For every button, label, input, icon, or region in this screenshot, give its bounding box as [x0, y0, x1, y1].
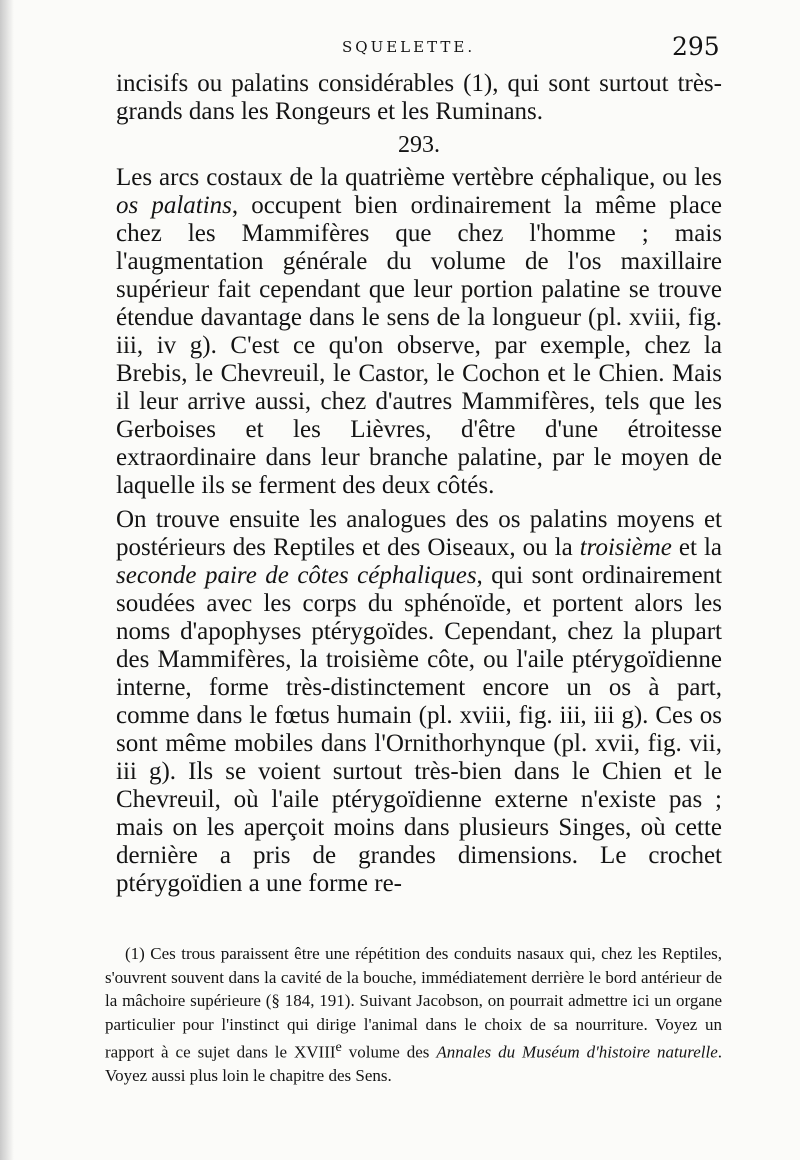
paragraph-text: Les arcs costaux de la quatrième vertèbre céphalique, ou les	[116, 164, 722, 191]
running-head-title: SQUELETTE.	[342, 38, 476, 56]
running-head	[0, 32, 800, 66]
page-number: 295	[672, 32, 720, 61]
paragraph-text: , qui sont ordinairement soudées avec les corps du sphénoïde, et portent alors les noms d'apophyses ptérygoïdes. Cependant, chez la plupart des Mammifères, la troisième côte, ou l'aile ptérygoïdienne interne, forme très-distinctement encore un os à part, comme dans le fœtus humain (pl. xviii, fig. iii, iii g). Ces os sont même mobiles dans l'Ornithorhynque (pl. xvii, fig. vii, iii g). Ils se voient surtout très-bien dans le Chien et le Chevreuil, où l'aile ptérygoïdienne externe n'existe pas ; mais on les aperçoit moins dans plusieurs Singes, où cette dernière a pris de grandes dimensions. Le crochet ptérygoïdien a une forme re-	[116, 562, 722, 897]
italic-term: seconde paire de côtes céphaliques	[116, 562, 477, 589]
paragraph-continued: incisifs ou palatins considérables (1), qui sont surtout très-grands dans les Rongeurs et les Ruminans.	[116, 70, 722, 125]
footnote-text: volume des	[341, 1042, 437, 1062]
paragraph-palatins	[116, 164, 722, 500]
footnote-1	[105, 942, 722, 1088]
page-gutter-shadow	[0, 0, 14, 1160]
body-text	[116, 70, 722, 898]
paragraph-text: et la	[671, 534, 722, 561]
paragraph-text: On trouve ensuite les analogues des os palatins moyens et postérieurs des Reptiles et des Oiseaux, ou la	[116, 506, 722, 561]
footnote-italic-title: Annales du Muséum d'histoire naturelle	[436, 1042, 718, 1062]
footnote-superscript: e	[335, 1039, 342, 1055]
section-number: 293.	[398, 132, 440, 158]
italic-term: os palatins	[116, 192, 232, 219]
italic-term: troisième	[579, 534, 672, 561]
footnote-text: . Voyez aussi plus loin le chapitre des Sens.	[105, 1042, 722, 1086]
footnote-text: (1) Ces trous paraissent être une répétition des conduits nasaux qui, chez les Reptiles, s'ouvrent souvent dans la cavité de la bouche, immédiatement derrière le bord antérieur de la mâchoire supérieure (§ 184, 191). Suivant Jacobson, on pourrait admettre ici un organe particulier pour l'instinct qui dirige l'animal dans le choix de sa nourriture. Voyez un rapport à ce sujet dans le XVIII	[105, 944, 722, 1062]
footnotes	[105, 942, 722, 1088]
paragraph-text: , occupent bien ordinairement la même place chez les Mammifères que chez l'homme ; mais l'augmentation générale du volume de l'os maxillaire supérieur fait cependant que leur portion palatine se trouve étendue davantage dans le sens de la longueur (pl. xviii, fig. iii, iv g). C'est ce qu'on observe, par exemple, chez la Brebis, le Chevreuil, le Castor, le Cochon et le Chien. Mais il leur arrive aussi, chez d'autres Mammifères, tels que les Gerboises et les Lièvres, d'être d'une étroitesse extraordinaire dans leur branche palatine, par le moyen de laquelle ils se ferment des deux côtés.	[116, 192, 723, 499]
paragraph-pterygoides	[116, 506, 722, 898]
